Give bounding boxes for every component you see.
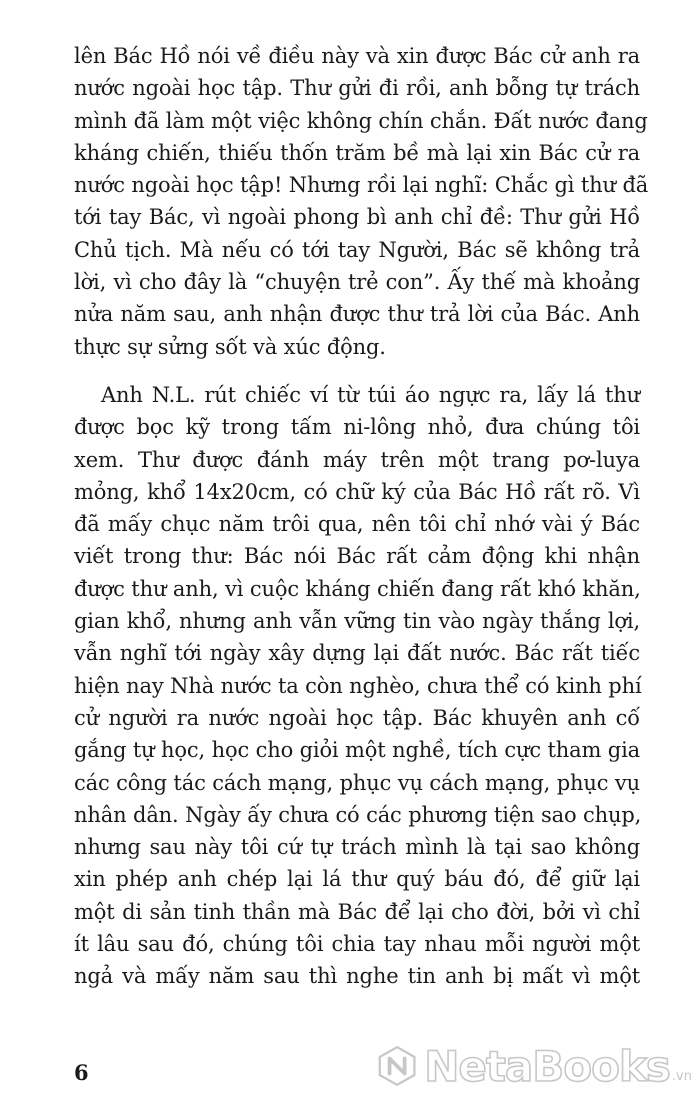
text-line: xem. Thư được đánh máy trên một trang pơ-luya bbox=[74, 447, 640, 472]
text-line: nửa năm sau, anh nhận được thư trả lời của Bác. Anh bbox=[74, 302, 640, 327]
text-line: mình đã làm một việc không chín chắn. Đất nước đang bbox=[74, 108, 648, 133]
body-text bbox=[74, 40, 649, 993]
text-line: Chủ tịch. Mà nếu có tới tay Người, Bác sẽ không trả bbox=[74, 237, 640, 262]
paragraph-1 bbox=[74, 40, 649, 363]
text-line: viết trong thư: Bác nói Bác rất cảm động khi nhận bbox=[74, 544, 640, 569]
text-line: các công tác cách mạng, phục vụ cách mạng, phục vụ bbox=[74, 770, 640, 795]
text-line: nước ngoài học tập. Thư gửi đi rồi, anh bỗng tự trách bbox=[74, 76, 640, 101]
watermark-suffix: .vn bbox=[671, 1069, 692, 1084]
netabooks-watermark bbox=[376, 1034, 692, 1098]
text-line: được bọc kỹ trong tấm ni-lông nhỏ, đưa chúng tôi bbox=[74, 415, 640, 440]
text-line: lên Bác Hồ nói về điều này và xin được Bác cử anh ra bbox=[74, 44, 640, 68]
text-line: tới tay Bác, vì ngoài phong bì anh chỉ đề: Thư gửi Hồ bbox=[74, 205, 640, 230]
text-line: gian khổ, nhưng anh vẫn vững tin vào ngày thắng lợi, bbox=[74, 609, 640, 634]
text-line: kháng chiến, thiếu thốn trăm bề mà lại xin Bác cử ra bbox=[74, 140, 640, 165]
text-line: nhân dân. Ngày ấy chưa có các phương tiện sao chụp, bbox=[74, 802, 642, 827]
text-line: thực sự sửng sốt và xúc động. bbox=[74, 334, 386, 359]
text-line: ngả và mấy năm sau thì nghe tin anh bị mất vì một bbox=[74, 964, 640, 989]
text-line: vẫn nghĩ tới ngày xây dựng lại đất nước. Bác rất tiếc bbox=[74, 641, 640, 666]
text-line: ít lâu sau đó, chúng tôi chia tay nhau mỗi người một bbox=[74, 932, 640, 957]
text-line: hiện nay Nhà nước ta còn nghèo, chưa thể có kinh phí bbox=[74, 673, 642, 698]
text-line: gắng tự học, học cho giỏi một nghề, tích cực tham gia bbox=[74, 738, 641, 763]
text-line: mỏng, khổ 14x20cm, có chữ ký của Bác Hồ rất rõ. Vì bbox=[74, 479, 640, 504]
paragraph-spacer bbox=[74, 363, 640, 379]
text-line: được thư anh, vì cuộc kháng chiến đang rất khó khăn, bbox=[74, 576, 641, 601]
text-line: lời, vì cho đây là “chuyện trẻ con”. Ấy thế mà khoảng bbox=[74, 270, 640, 295]
text-line: một di sản tinh thần mà Bác để lại cho đời, bởi vì chỉ bbox=[74, 899, 640, 924]
paragraph-2 bbox=[74, 379, 640, 993]
text-line: nước ngoài học tập! Nhưng rồi lại nghĩ: Chắc gì thư đã bbox=[74, 173, 649, 198]
text-line: Anh N.L. rút chiếc ví từ túi áo ngực ra, lấy lá thư bbox=[101, 382, 640, 407]
page-number: 6 bbox=[74, 1060, 89, 1085]
text-line: xin phép anh chép lại lá thư quý báu đó, để giữ lại bbox=[74, 867, 640, 892]
text-line: cử người ra nước ngoài học tập. Bác khuyên anh cố bbox=[74, 705, 640, 730]
text-line: đã mấy chục năm trôi qua, nên tôi chỉ nhớ vài ý Bác bbox=[74, 512, 640, 537]
netabooks-logo-icon bbox=[376, 1038, 418, 1094]
watermark-brand: NetaBooks bbox=[424, 1041, 670, 1091]
text-line: nhưng sau này tôi cứ tự trách mình là tại sao không bbox=[74, 835, 640, 860]
